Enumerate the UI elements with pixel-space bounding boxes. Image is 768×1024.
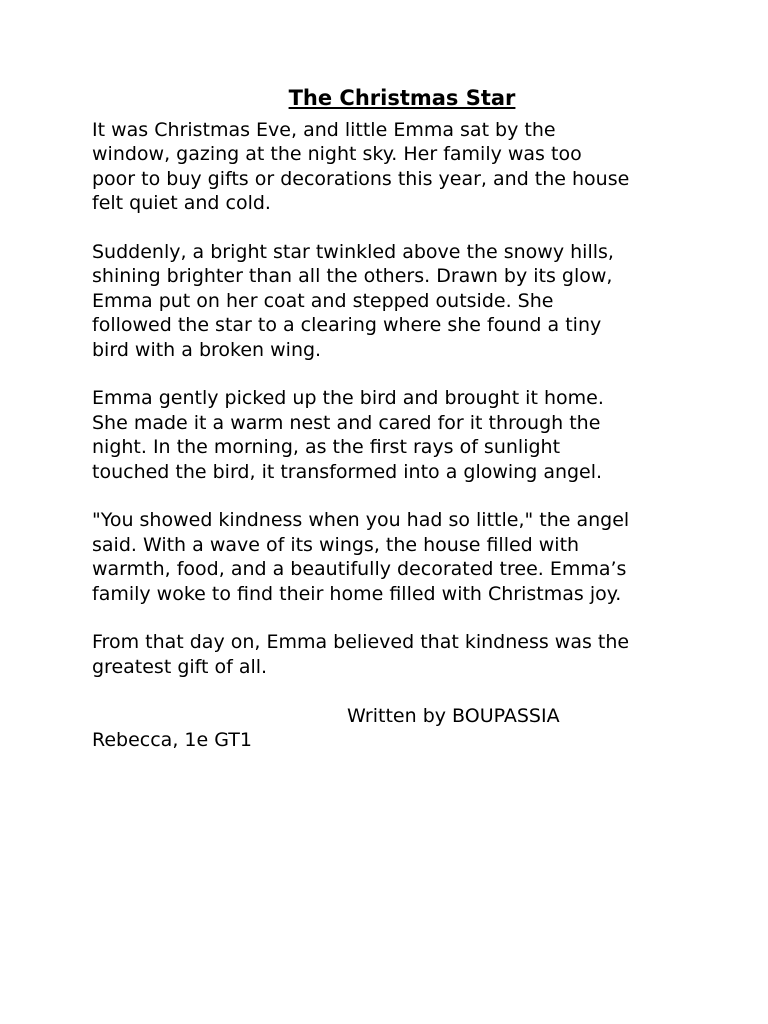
paragraph-3: Emma gently picked up the bird and brought it home. She made it a warm nest and cared for it through the night. In the morning, as the first rays of sunlight touched the bird, it transformed into a glowing angel. [92,387,604,483]
paragraph-5: From that day on, Emma believed that kindness was the greatest gift of all. [92,631,630,678]
document-title: The Christmas Star [288,86,516,110]
paragraph-4: "You showed kindness when you had so little," the angel said. With a wave of its wings, the house filled with warmth, food, and a beautifully decorated tree. Emma’s family woke to find their home filled with Christmas joy. [92,509,630,605]
paragraph-1: It was Christmas Eve, and little Emma sat by the window, gazing at the night sky. Her family was too poor to buy gifts or decorations this year, and the house felt quiet and cold. [92,119,630,215]
document-page [92,84,692,752]
signature-line-2: Rebecca, 1e GT1 [92,729,252,752]
paragraph-2: Suddenly, a bright star twinkled above the snowy hills, shining brighter than all the others. Drawn by its glow, Emma put on her coat and stepped outside. She followed the star to a clearing where she found a tiny bird with a broken wing. [92,241,614,361]
signature-line-1: Written by BOUPASSIA [347,704,560,727]
